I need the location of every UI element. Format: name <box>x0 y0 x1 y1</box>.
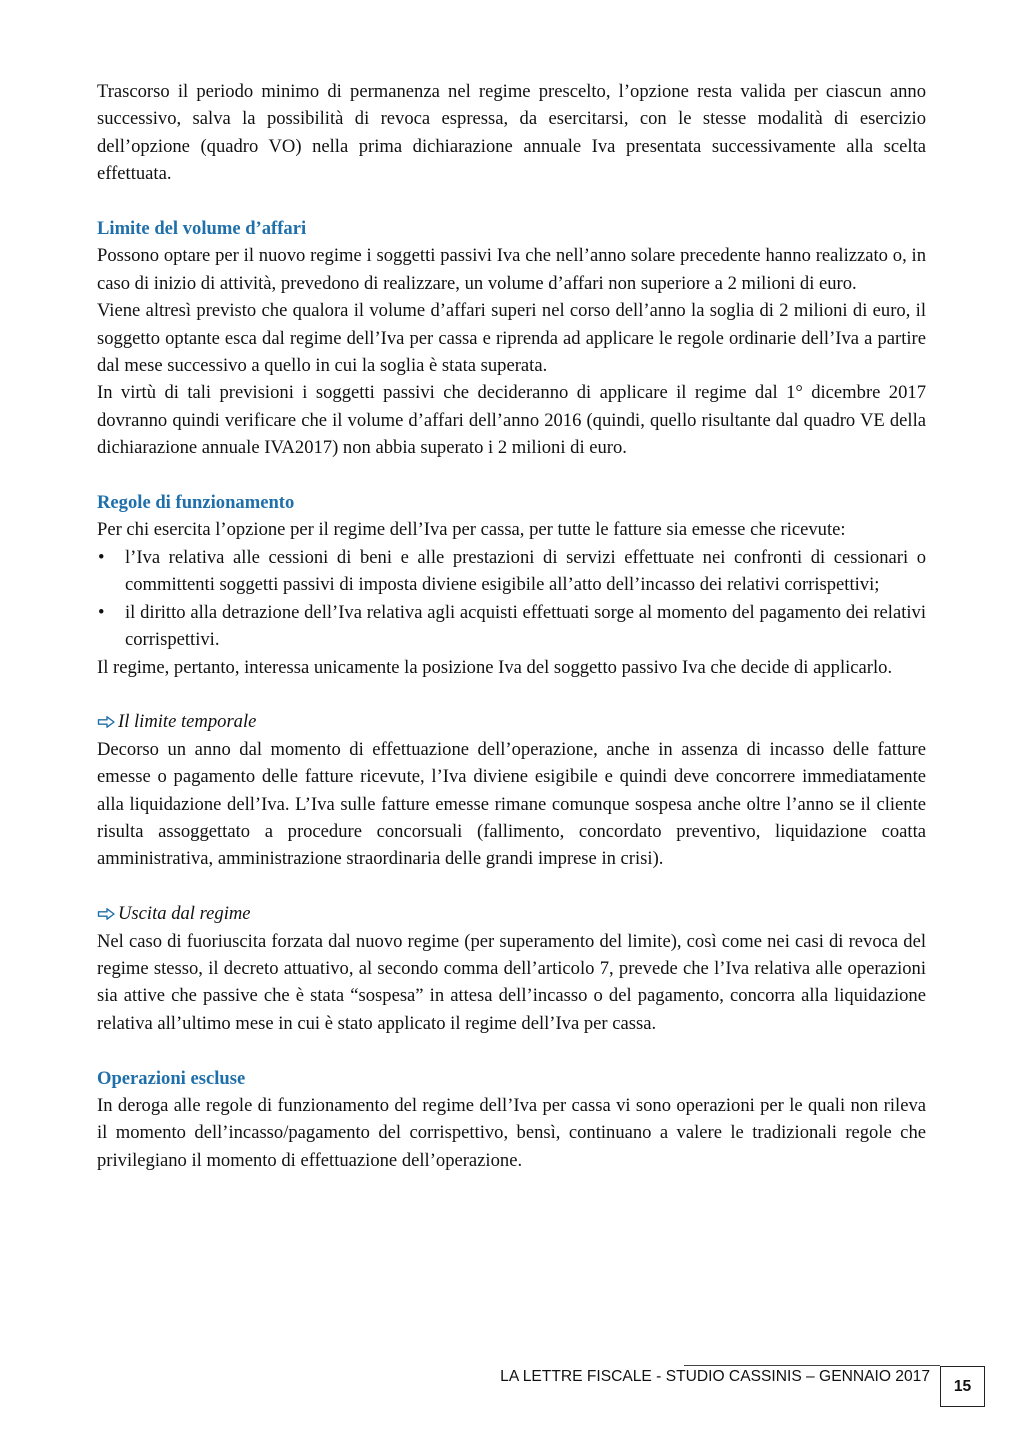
escluse-paragraph: In deroga alle regole di funzionamento del regime dell’Iva per cassa vi sono operazioni per le quali non rileva il momento dell’incasso/pagamento del corrispettivo, bensì, continuano a valere le tradizionali regole che privilegiano il momento di effettuazione dell’operazione. <box>97 1094 926 1171</box>
regole-bullet-list <box>97 544 926 654</box>
spacer <box>97 681 926 708</box>
subheading-uscita <box>97 900 926 927</box>
right-arrow-icon <box>97 715 116 729</box>
section-heading-escluse: Operazioni escluse <box>97 1067 246 1089</box>
bullet-marker: • <box>98 546 105 568</box>
section-heading-limite: Limite del volume d’affari <box>97 218 307 240</box>
list-item <box>97 544 926 599</box>
regole-closing: Il regime, pertanto, interessa unicamente la posizione Iva del soggetto passivo Iva che decide di applicarlo. <box>97 656 893 678</box>
limite-paragraph-3: In virtù di tali previsioni i soggetti passivi che decideranno di applicare il regime dal 1° dicembre 2017 dovranno quindi verificare che il volume d’affari dell’anno 2016 (quindi, quello risultante dal quadro VE della dichiarazione annuale IVA2017) non abbia superato i 2 milioni di euro. <box>97 382 926 459</box>
bullet-marker: • <box>98 601 105 623</box>
limite-temporale-paragraph: Decorso un anno dal momento di effettuazione dell’operazione, anche in assenza di incasso delle fatture emesse o pagamento delle fatture ricevute, l’Iva diviene esigibile e quindi deve concorrere immediatamente alla liquidazione dell’Iva. L’Iva sulle fatture emesse rimane comunque sospesa anche oltre l’anno se il cliente risulta assoggettato a procedure concorsuali (fallimento, concordato preventivo, liquidazione coatta amministrativa, amministrazione straordinaria delle grandi imprese in crisi). <box>97 738 926 870</box>
intro-paragraph: Trascorso il periodo minimo di permanenza nel regime prescelto, l’opzione resta valida per ciascun anno successivo, salva la possibilità di revoca espressa, da esercitarsi, con le stesse modalità di esercizio dell’opzione (quadro VO) nella prima dichiarazione annuale Iva presentata successivamente alla scelta effettuata. <box>97 81 926 185</box>
limite-paragraph-1: Possono optare per il nuovo regime i soggetti passivi Iva che nell’anno solare precedente hanno realizzato o, in caso di inizio di attività, prevedono di realizzare, un volume d’affari non superiore a 2 milioni di euro. <box>97 245 926 294</box>
right-arrow-icon <box>97 907 116 921</box>
footer-divider <box>684 1365 940 1366</box>
subheading-label: Uscita dal regime <box>118 903 251 925</box>
list-item-text: il diritto alla detrazione dell’Iva relativa agli acquisti effettuati sorge al momento del pagamento dei relativi corrispettivi. <box>125 601 926 651</box>
list-item <box>97 599 926 654</box>
page-content <box>97 78 926 1174</box>
subheading-label: Il limite temporale <box>118 711 257 733</box>
uscita-paragraph: Nel caso di fuoriuscita forzata dal nuovo regime (per superamento del limite), così come nei casi di revoca del regime stesso, il decreto attuativo, al secondo comma dell’articolo 7, prevede che l’Iva relativa alle operazioni sia attive che passive che è stata “sospesa” in attesa dell’incasso o del pagamento, concorra alla liquidazione relativa all’ultimo mese in cui è stato applicato il regime dell’Iva per cassa. <box>97 930 926 1034</box>
footer-text: LA LETTRE FISCALE - STUDIO CASSINIS – GENNAIO 2017 <box>500 1368 930 1385</box>
spacer <box>97 873 926 900</box>
section-heading-regole: Regole di funzionamento <box>97 492 295 514</box>
regole-intro: Per chi esercita l’opzione per il regime dell’Iva per cassa, per tutte le fatture sia emesse che ricevute: <box>97 519 846 541</box>
spacer <box>97 462 926 489</box>
limite-paragraph-2: Viene altresì previsto che qualora il volume d’affari superi nel corso dell’anno la soglia di 2 milioni di euro, il soggetto optante esca dal regime dell’Iva per cassa e riprenda ad applicare le regole ordinarie dell’Iva a partire dal mese successivo a quello in cui la soglia è stata superata. <box>97 300 926 377</box>
spacer <box>97 1037 926 1064</box>
spacer <box>97 188 926 215</box>
page-number: 15 <box>940 1366 985 1407</box>
subheading-limite-temporale <box>97 708 926 735</box>
list-item-text: l’Iva relativa alle cessioni di beni e alle prestazioni di servizi effettuate nei confronti di cessionari o committenti soggetti passivi di imposta diviene esigibile all’atto dell’incasso dei relativi corrispettivi; <box>125 546 926 596</box>
